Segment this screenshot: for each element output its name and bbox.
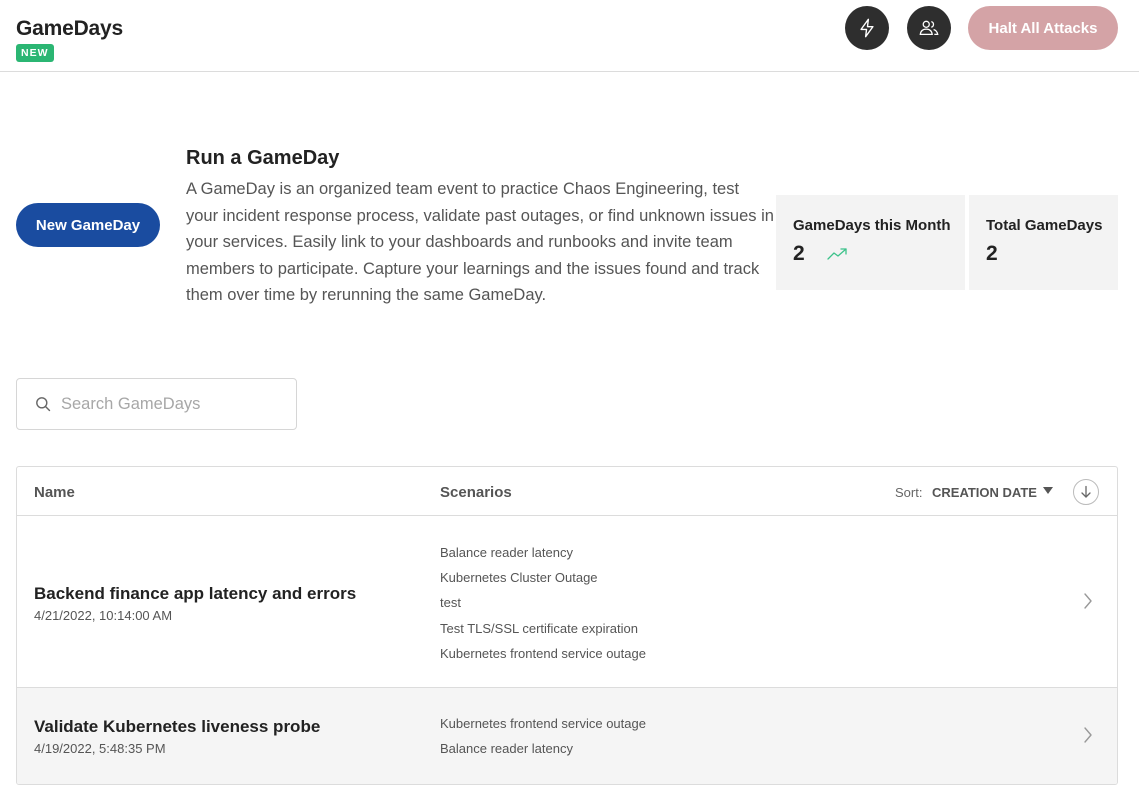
gamedays-table bbox=[16, 466, 1118, 785]
page-title: GameDays bbox=[16, 17, 123, 40]
new-gameday-button[interactable]: New GameDay bbox=[16, 203, 160, 247]
gameday-name[interactable]: Validate Kubernetes liveness probe bbox=[34, 717, 321, 736]
column-header-scenarios: Scenarios bbox=[440, 484, 512, 501]
scenario-list bbox=[440, 544, 646, 670]
scenario-item: Balance reader latency bbox=[440, 741, 573, 757]
scenario-item: Kubernetes frontend service outage bbox=[440, 716, 646, 731]
stat-label: GameDays this Month bbox=[793, 217, 951, 234]
scenario-item: test bbox=[440, 595, 461, 611]
stat-value: 2 bbox=[986, 242, 998, 265]
users-icon bbox=[918, 17, 940, 39]
scenario-item: Kubernetes frontend service outage bbox=[440, 645, 646, 661]
table-header bbox=[17, 467, 1117, 516]
scenario-list bbox=[440, 715, 646, 765]
table-row[interactable] bbox=[17, 516, 1117, 688]
arrow-down-icon bbox=[1079, 485, 1093, 499]
search-box[interactable] bbox=[16, 378, 297, 430]
intro-description: A GameDay is an organized team event to practice Chaos Engineering, test your incident response process, validate past outages, or find unknown issues in your services. Easily link to your dashboards and runbooks and invite team members to participate. Capture your learnings and the issues found and track them over time by rerunning the same GameDay. bbox=[186, 180, 774, 305]
chevron-right-icon[interactable] bbox=[1082, 592, 1094, 610]
caret-down-icon[interactable] bbox=[1043, 487, 1053, 494]
chevron-right-icon[interactable] bbox=[1082, 726, 1094, 744]
gameday-date: 4/21/2022, 10:14:00 AM bbox=[34, 608, 173, 623]
column-header-name: Name bbox=[34, 484, 75, 501]
team-button[interactable] bbox=[907, 6, 951, 50]
search-icon bbox=[35, 396, 51, 412]
sort-select[interactable]: CREATION DATE bbox=[932, 485, 1037, 500]
search-input[interactable] bbox=[61, 395, 281, 414]
halt-all-attacks-button[interactable]: Halt All Attacks bbox=[968, 6, 1118, 50]
scenario-item: Kubernetes Cluster Outage bbox=[440, 570, 598, 586]
stat-label: Total GameDays bbox=[986, 217, 1103, 234]
stat-value: 2 bbox=[793, 242, 805, 265]
stat-card-month bbox=[776, 195, 965, 290]
sort-label: Sort: bbox=[895, 485, 923, 500]
table-row[interactable] bbox=[17, 688, 1117, 785]
scenario-item: Test TLS/SSL certificate expiration bbox=[440, 620, 638, 636]
sort-direction-button[interactable] bbox=[1073, 479, 1099, 505]
gameday-name[interactable]: Backend finance app latency and errors bbox=[34, 584, 357, 603]
gameday-date: 4/19/2022, 5:48:35 PM bbox=[34, 741, 166, 756]
attacks-button[interactable] bbox=[845, 6, 889, 50]
new-badge: NEW bbox=[16, 44, 54, 62]
scenario-item: Balance reader latency bbox=[440, 545, 573, 560]
intro-title: Run a GameDay bbox=[186, 147, 340, 169]
stat-card-total bbox=[969, 195, 1118, 290]
lightning-icon bbox=[856, 17, 878, 39]
trending-up-icon bbox=[827, 247, 849, 261]
top-bar bbox=[0, 0, 1139, 72]
